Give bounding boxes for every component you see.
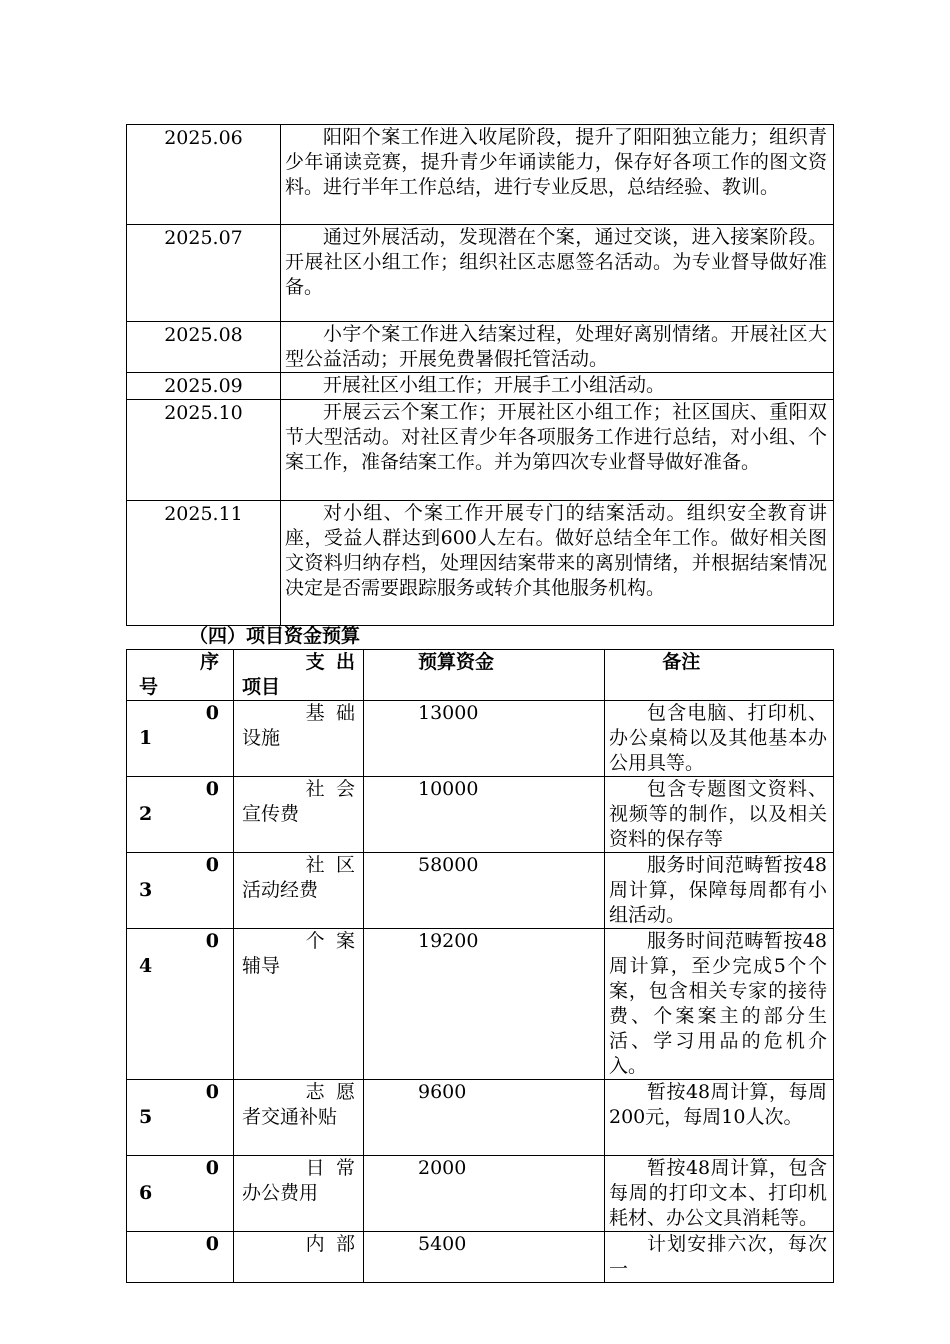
row-seq-top: 0 bbox=[205, 930, 219, 952]
row-seq-bottom: 2 bbox=[139, 803, 153, 825]
row-amount: 13000 bbox=[364, 701, 605, 777]
row-seq-top: 0 bbox=[205, 702, 219, 724]
row-item bbox=[234, 1232, 367, 1283]
row-item-top: 日常 bbox=[305, 1157, 367, 1179]
schedule-content: 开展社区小组工作；开展手工小组活动。 bbox=[281, 373, 834, 400]
schedule-date: 2025.11 bbox=[127, 501, 281, 626]
row-item bbox=[234, 1156, 367, 1232]
row-amount: 10000 bbox=[364, 777, 605, 853]
schedule-content: 对小组、个案工作开展专门的结案活动。组织安全教育讲座，受益人群达到600人左右。做好总结全年工作。做好相关图文资料归纳存档，处理因结案带来的离别情绪，并根据结案情况决定是否需要跟踪服务或转介其他服务机构。 bbox=[281, 501, 834, 626]
row-item bbox=[234, 777, 367, 853]
row-item-bottom: 宣传费 bbox=[242, 803, 300, 825]
schedule-date: 2025.06 bbox=[127, 125, 281, 225]
row-item bbox=[234, 853, 367, 929]
header-item-top: 支出 bbox=[305, 651, 367, 673]
row-item-top: 基础 bbox=[305, 702, 367, 724]
budget-row bbox=[127, 701, 834, 777]
row-item bbox=[234, 701, 367, 777]
row-item bbox=[234, 1080, 367, 1156]
budget-table bbox=[126, 649, 834, 1283]
schedule-row bbox=[127, 373, 834, 400]
row-note: 服务时间范畴暂按48周计算，保障每周都有小组活动。 bbox=[605, 853, 834, 929]
row-amount: 2000 bbox=[364, 1156, 605, 1232]
schedule-date: 2025.09 bbox=[127, 373, 281, 400]
row-note: 服务时间范畴暂按48周计算，至少完成5个个案，包含相关专家的接待费、个案案主的部分生活、学习用品的危机介入。 bbox=[605, 929, 834, 1080]
row-amount: 58000 bbox=[364, 853, 605, 929]
row-seq-top: 0 bbox=[205, 1081, 219, 1103]
budget-header-row bbox=[127, 650, 834, 701]
row-seq bbox=[127, 1156, 234, 1232]
row-note: 包含电脑、打印机、办公桌椅以及其他基本办公用具等。 bbox=[605, 701, 834, 777]
row-seq bbox=[127, 777, 234, 853]
budget-row bbox=[127, 1156, 834, 1232]
row-seq bbox=[127, 853, 234, 929]
row-seq-top: 0 bbox=[205, 1157, 219, 1179]
row-seq bbox=[127, 1080, 234, 1156]
row-item-top: 志愿 bbox=[305, 1081, 367, 1103]
row-seq-top: 0 bbox=[205, 854, 219, 876]
row-item-bottom: 者交通补贴 bbox=[242, 1106, 338, 1128]
budget-row bbox=[127, 1080, 834, 1156]
row-item-top: 内部 bbox=[305, 1233, 367, 1255]
budget-row bbox=[127, 929, 834, 1080]
row-amount: 19200 bbox=[364, 929, 605, 1080]
row-seq-bottom: 3 bbox=[139, 879, 153, 901]
schedule-row bbox=[127, 322, 834, 373]
row-seq bbox=[127, 701, 234, 777]
row-seq-bottom: 6 bbox=[139, 1182, 153, 1204]
header-amount: 预算资金 bbox=[364, 650, 605, 701]
row-item-bottom: 活动经费 bbox=[242, 879, 319, 901]
row-item bbox=[234, 929, 367, 1080]
schedule-row bbox=[127, 125, 834, 225]
schedule-content: 阳阳个案工作进入收尾阶段，提升了阳阳独立能力；组织青少年诵读竞赛，提升青少年诵读能力，保存好各项工作的图文资料。进行半年工作总结，进行专业反思，总结经验、教训。 bbox=[281, 125, 834, 225]
row-amount: 9600 bbox=[364, 1080, 605, 1156]
row-item-bottom: 设施 bbox=[242, 727, 281, 749]
row-note: 计划安排六次，每次一 bbox=[605, 1232, 834, 1283]
schedule-row bbox=[127, 225, 834, 322]
row-seq-top: 0 bbox=[205, 778, 219, 800]
row-item-top: 社会 bbox=[305, 778, 367, 800]
row-seq bbox=[127, 929, 234, 1080]
row-seq-bottom: 1 bbox=[139, 727, 153, 749]
row-note: 暂按48周计算，包含每周的打印文本、打印机耗材、办公文具消耗等。 bbox=[605, 1156, 834, 1232]
header-item bbox=[234, 650, 367, 701]
schedule-date: 2025.07 bbox=[127, 225, 281, 322]
budget-row bbox=[127, 853, 834, 929]
row-note: 包含专题图文资料、视频等的制作，以及相关资料的保存等 bbox=[605, 777, 834, 853]
header-note: 备注 bbox=[605, 650, 834, 701]
row-seq-bottom: 5 bbox=[139, 1106, 153, 1128]
schedule-content: 小宇个案工作进入结案过程，处理好离别情绪。开展社区大型公益活动；开展免费暑假托管活动。 bbox=[281, 322, 834, 373]
schedule-date: 2025.08 bbox=[127, 322, 281, 373]
schedule-content: 通过外展活动，发现潜在个案，通过交谈，进入接案阶段。开展社区小组工作；组织社区志愿签名活动。为专业督导做好准备。 bbox=[281, 225, 834, 322]
schedule-row bbox=[127, 400, 834, 501]
row-seq-bottom: 4 bbox=[139, 955, 153, 977]
header-item-bottom: 项目 bbox=[242, 676, 281, 698]
row-note: 暂按48周计算，每周200元，每周10人次。 bbox=[605, 1080, 834, 1156]
section-title: （四）项目资金预算 bbox=[189, 625, 361, 647]
schedule-date: 2025.10 bbox=[127, 400, 281, 501]
header-seq bbox=[127, 650, 234, 701]
row-amount: 5400 bbox=[364, 1232, 605, 1283]
schedule-content: 开展云云个案工作；开展社区小组工作；社区国庆、重阳双节大型活动。对社区青少年各项服务工作进行总结，对小组、个案工作，准备结案工作。并为第四次专业督导做好准备。 bbox=[281, 400, 834, 501]
budget-row bbox=[127, 1232, 834, 1283]
schedule-row bbox=[127, 501, 834, 626]
row-item-top: 个案 bbox=[305, 930, 367, 952]
row-seq bbox=[127, 1232, 234, 1283]
header-seq-bottom: 号 bbox=[139, 676, 159, 698]
header-seq-top: 序 bbox=[199, 651, 219, 673]
row-item-bottom: 辅导 bbox=[242, 955, 281, 977]
budget-row bbox=[127, 777, 834, 853]
row-item-top: 社区 bbox=[305, 854, 367, 876]
row-seq-top: 0 bbox=[205, 1233, 219, 1255]
row-item-bottom: 办公费用 bbox=[242, 1182, 319, 1204]
work-schedule-table bbox=[126, 124, 834, 626]
